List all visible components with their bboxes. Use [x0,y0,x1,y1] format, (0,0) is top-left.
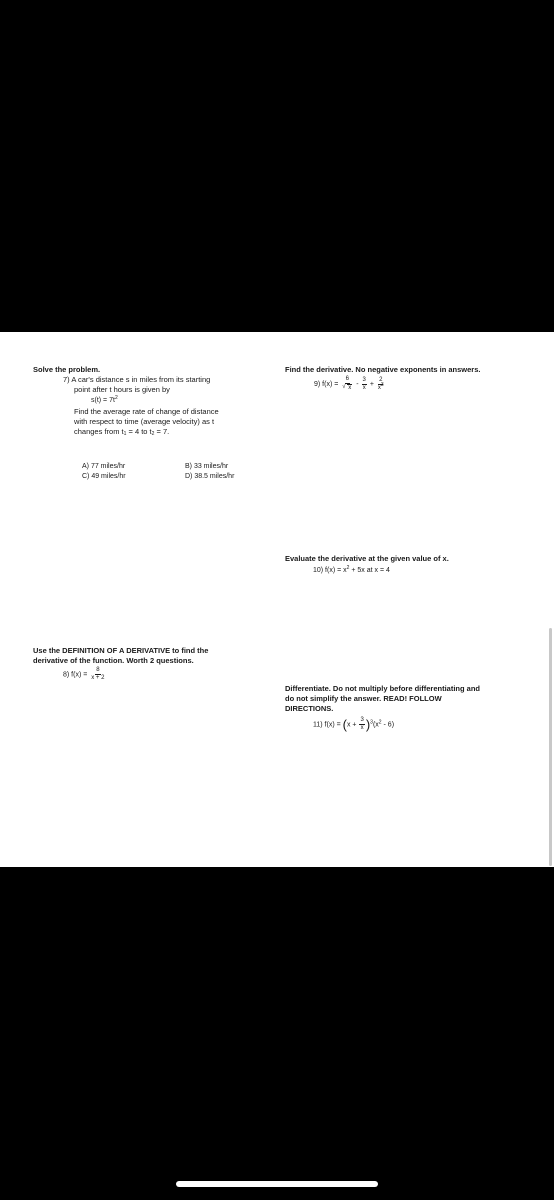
q7-line5-sub2: 2 [151,431,155,437]
q10-a: 10) f(x) = x [313,567,347,574]
q11-lhs: 11) f(x) = [313,721,341,729]
q7-line5-c: = 7. [154,427,170,436]
q9-frac3-num: 2 [379,376,383,383]
q9-fraction-1 [341,376,353,392]
q9-fraction-2 [362,377,367,392]
q8-lhs: 8) f(x) = [63,671,88,679]
q9-lhs: 9) f(x) = [314,380,339,388]
q11-inner: x + [346,721,357,729]
q8-expression [63,667,106,682]
section-heading-definition-2: derivative of the function. Worth 2 questions. [33,656,194,665]
section-heading-differentiate-2: do not simplify the answer. READ! FOLLOW [285,694,442,703]
q9-op2: + [369,380,374,388]
q7-line5-a: changes from t [74,427,124,436]
q11-frac-den: x [360,725,364,731]
q10-b: + 5x at x = 4 [349,567,390,574]
q9-frac1-num: 6 [345,376,349,382]
worksheet-page [0,332,554,867]
q7-line5-sub1: 1 [123,431,127,437]
q7-line3: Find the average rate of change of distance [74,407,219,416]
q7-choice-c: C) 49 miles/hr [82,473,126,480]
section-heading-definition-1: Use the DEFINITION OF A DERIVATIVE to find the [33,646,209,655]
q7-choice-b: B) 33 miles/hr [185,463,229,470]
q9-frac2-den: x [362,384,366,391]
q8-numerator: 8 [96,667,100,673]
q7-line5 [74,427,169,436]
q11-expression: 11) f(x) = (x + $\frac{3}{x}$ )$^3(x^2 - 6)$ [313,717,395,732]
q7-line1: 7) A car's distance s in miles from its starting [63,375,211,384]
section-heading-evaluate: Evaluate the derivative at the given value of x. [285,554,449,563]
q9-fraction-3 [377,377,385,392]
q7-formula-exp: 2 [114,395,118,401]
q9-frac3-den: x [377,384,381,391]
q7-formula [91,396,118,405]
q9-frac1-den: √ x [347,384,352,392]
q9-frac2-num: 3 [362,376,366,383]
q11-cube-exp: 3 [370,719,373,726]
q11-fraction [359,717,364,732]
q11-rest-b: - 6) [381,721,395,729]
q8-fraction [90,667,105,682]
vertical-scrollbar[interactable] [549,628,552,866]
home-indicator[interactable] [176,1181,378,1187]
section-heading-differentiate-3: DIRECTIONS. [285,704,334,713]
q7-line2: point after t hours is given by [74,385,170,394]
q7-line5-b: = 4 to t [126,427,152,436]
section-heading-derivative: Find the derivative. No negative exponents in answers. [285,365,481,374]
q11-rest-exp: 2 [378,719,382,726]
q9-expression [314,376,386,392]
q11-rest-a: (x [372,721,379,729]
section-heading-differentiate-1: Differentiate. Do not multiply before differentiating and [285,684,481,693]
q9-frac3-exp: 3 [380,381,384,388]
q7-formula-lhs: s(t) = 7t [91,397,115,404]
q8-denominator: x + 2 [91,675,105,681]
section-heading-solve: Solve the problem. [33,365,101,374]
q9-op1: - [356,380,359,388]
q10-expression [313,566,390,575]
q10-exp: 2 [346,565,350,571]
q7-choice-d: D) 38.5 miles/hr [185,473,235,480]
q11-frac-num: 3 [360,717,364,723]
q7-choice-a: A) 77 miles/hr [82,463,126,470]
q7-line4: with respect to time (average velocity) as t [74,417,215,426]
